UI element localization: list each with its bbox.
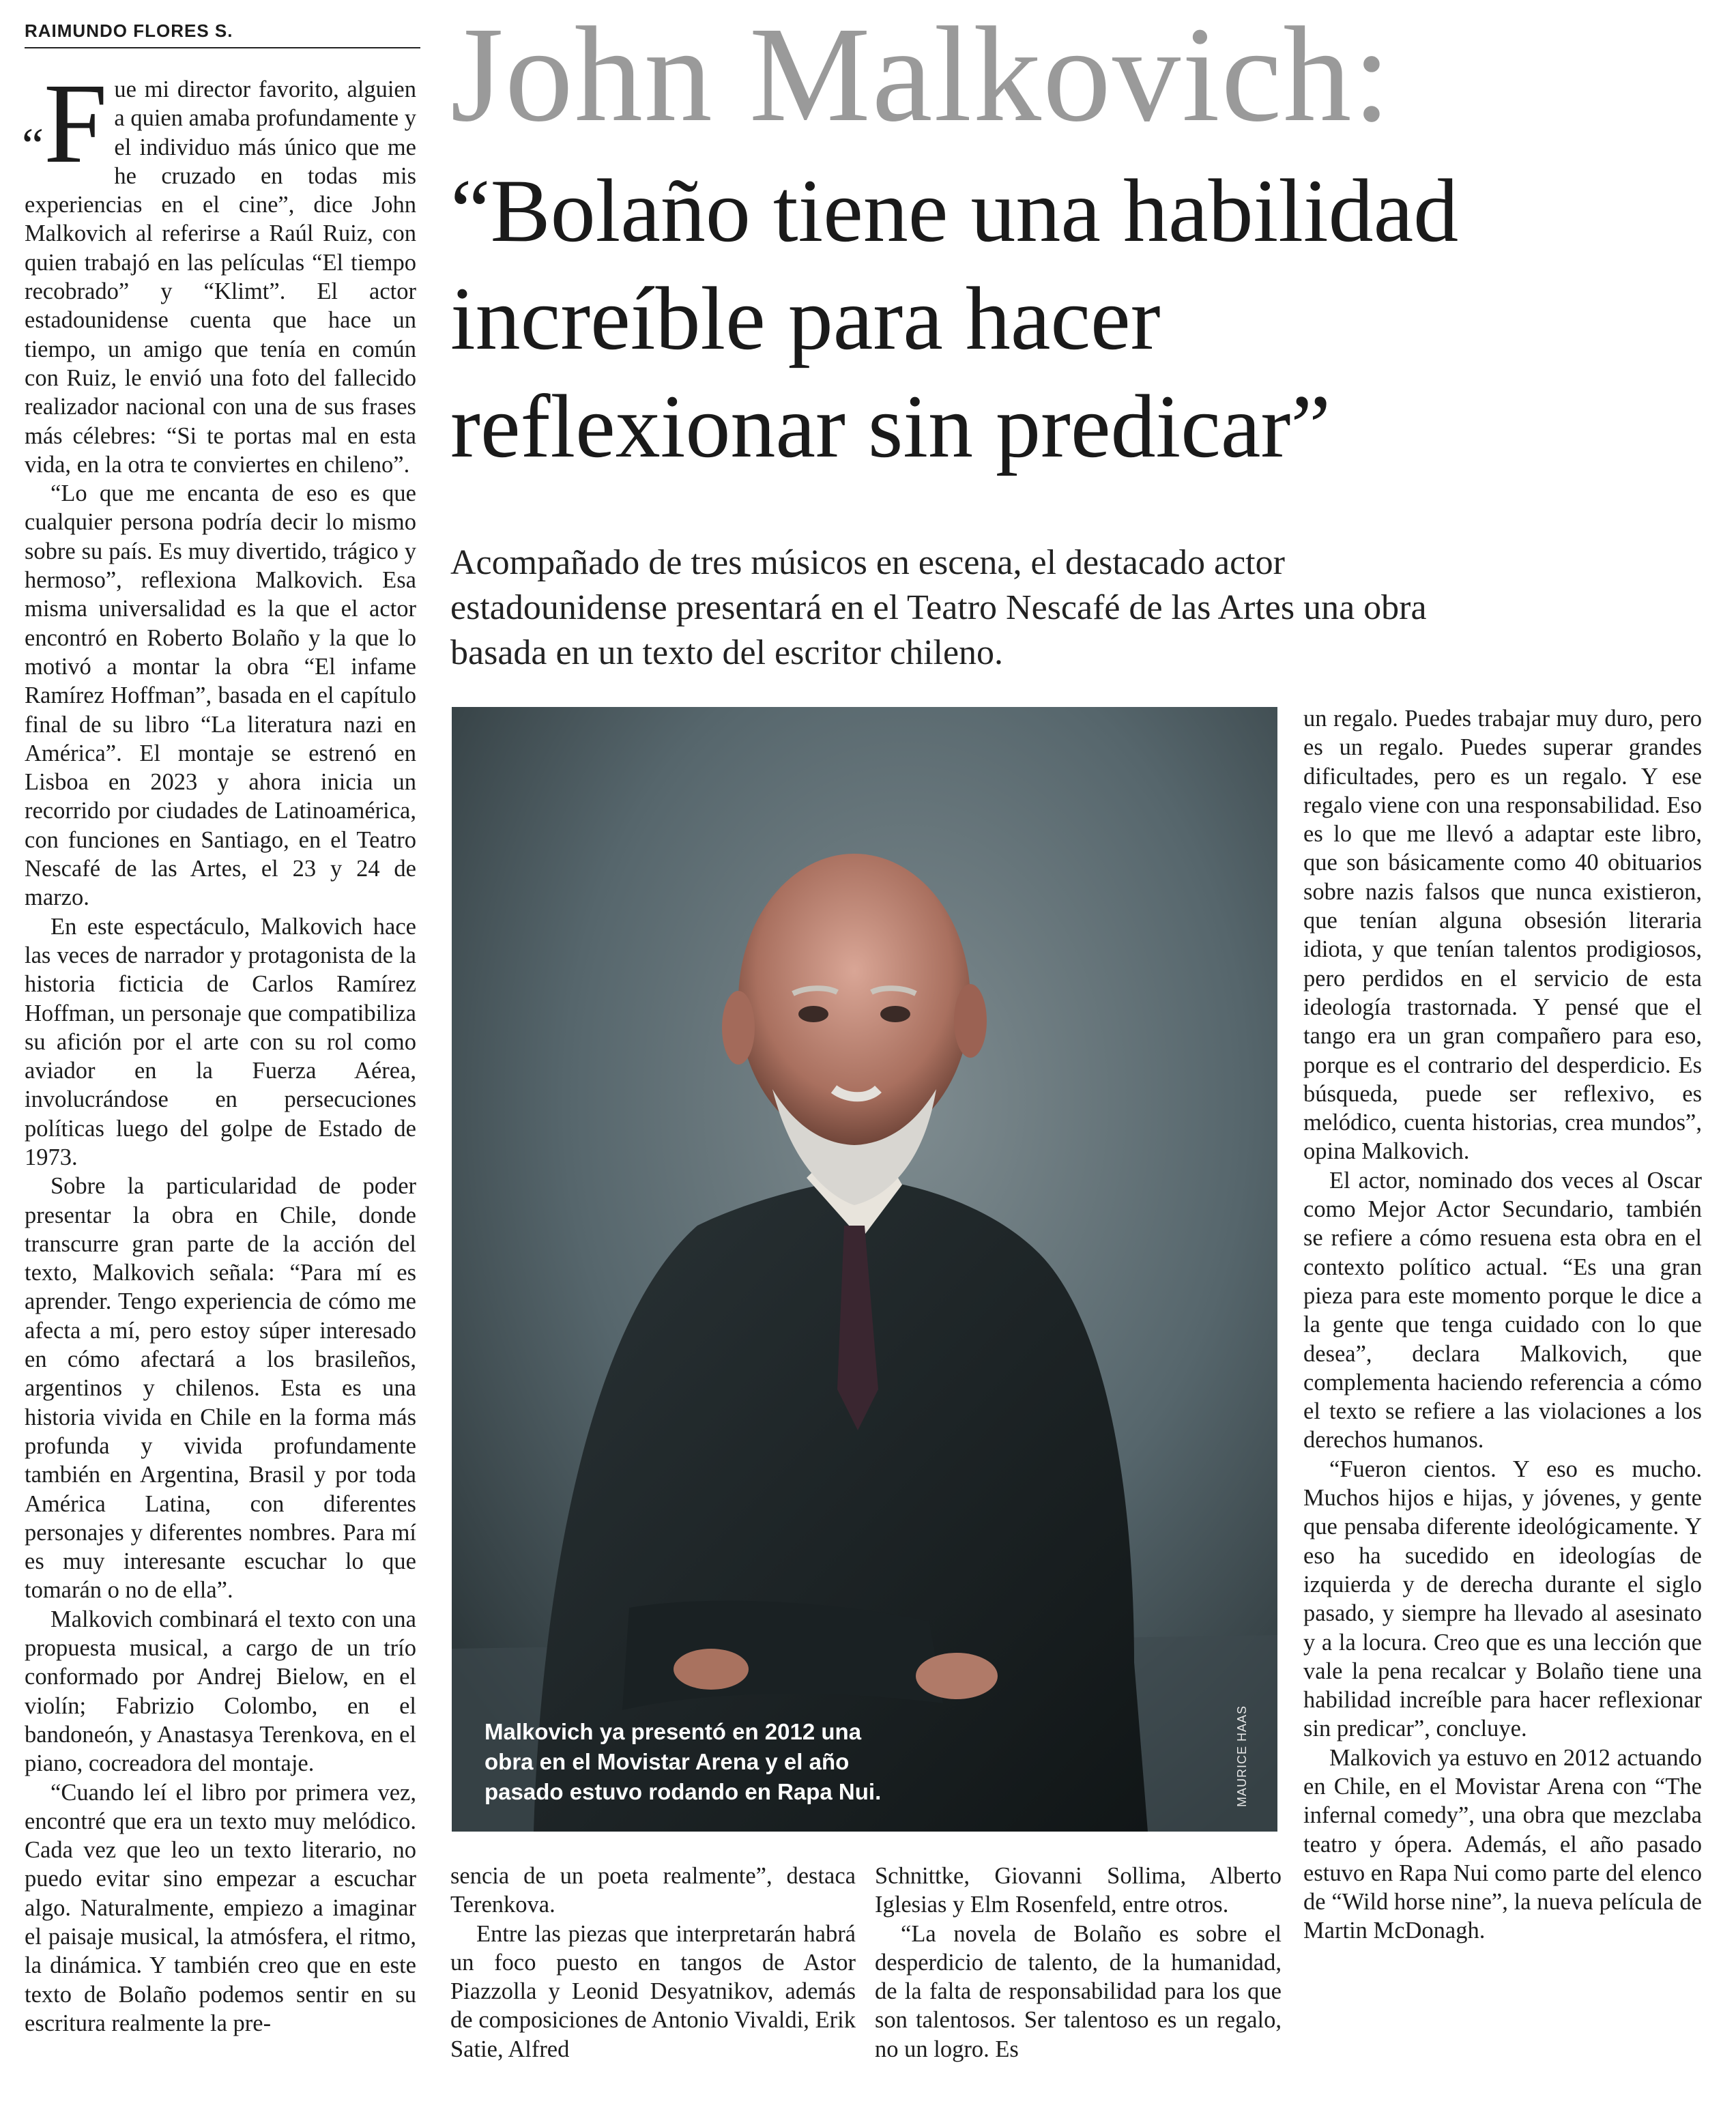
- paragraph: Schnittke, Giovanni Sollima, Alberto Iglesias y Elm Rosenfeld, entre otros.: [875, 1863, 1282, 1918]
- headline-name: John Malkovich:: [450, 0, 1392, 150]
- paragraph: El actor, nominado dos veces al Oscar como Mejor Actor Secundario, también se refiere a cómo resuena esta obra en el contexto político actual. “Es una gran pieza para este momento porque le dice a la gente que tenga cuidado con lo que desea”, declara Malkovich, que complementa haciendo referencia a cómo el texto se refiere a las violaciones a los derechos humanos.: [1303, 1167, 1702, 1454]
- article-column-2: [450, 1862, 856, 2064]
- deck-line: estadounidense presentará en el Teatro Nescafé de las Artes una obra: [450, 588, 1427, 627]
- paragraph: un regalo. Puedes trabajar muy duro, pero es un regalo. Puedes superar grandes dificultades, pero es un regalo. Y ese regalo viene con una responsabilidad. Eso es lo que me llevó a adaptar este libro, que son básicamente como 40 obituarios sobre nazis falsos que nunca existieron, que tenían alguna obsesión literaria idiota, y que tenían talentos prodigiosos, pero perdidos en el servicio de esta ideología trastornada. Y pensé que el tango era un gran compañero para eso, porque es el contrario del desperdicio. Es búsqueda, puede ser reflexivo, es melódico, cuenta historias, crea mundos”, opina Malkovich.: [1303, 706, 1702, 1165]
- paragraph: “Lo que me encanta de eso es que cualquier persona podría decir lo mismo sobre su país. Es muy divertido, trágico y hermoso”, reflexiona Malkovich. Esa misma universalidad es la que el actor encontró en Roberto Bolaño y la que lo motivó a montar la obra “El infame Ramírez Hoffman”, basada en el capítulo final de su libro “La literatura nazi en América”. El montaje se estrenó en Lisboa en 2023 y ahora inicia un recorrido por ciudades de Latinoamérica, con funciones en Santiago, en el Teatro Nescafé de las Artes, el 23 y 24 de marzo.: [25, 480, 416, 911]
- article-column-3: [875, 1862, 1282, 2064]
- lead-paragraph: [22, 60, 416, 479]
- paragraph: En este espectáculo, Malkovich hace las veces de narrador y protagonista de la historia ficticia de Carlos Ramírez Hoffman, un personaje que compatibiliza su afición por el arte con su rol como aviador en la Fuerza Aérea, involucrándose en persecuciones políticas luego del golpe de Estado de 1973.: [25, 913, 416, 1170]
- lead-text: ue mi director favorito, alguien a quien amaba profundamente y el individuo más único que me he cruzado en todas mis experiencias en el cine”, dice John Malkovich al referirse a Raúl Ruiz, con quien trabajó en las películas “El tiempo recobrado” y “Klimt”. El actor estadounidense cuenta que hace un tiempo, un amigo que tenía en común con Ruiz, le envió una foto del fallecido realizador nacional con una de sus frases más célebres: “Si te portas mal en esta vida, en la otra te conviertes en chileno”.: [25, 76, 416, 478]
- paragraph: Malkovich combinará el texto con una propuesta musical, a cargo de un trío conformado por Andrej Bielow, en el violín; Fabrizio Colombo, en el bandoneón, y Anastasya Terenkova, en el piano, cocreadora del montaje.: [25, 1606, 416, 1777]
- headline-line: increíble para hacer: [450, 268, 1161, 368]
- paragraph: “La novela de Bolaño es sobre el desperdicio de talento, de la humanidad, de la falta de responsabilidad para los que son talentosos. Ser talentoso es un regalo, no un logro. Es: [875, 1920, 1282, 2062]
- portrait-photo: [452, 707, 1277, 1832]
- paragraph: Entre las piezas que interpretarán habrá un foco puesto en tangos de Astor Piazzolla y Leonid Desyatnikov, además de composiciones de Antonio Vivaldi, Erik Satie, Alfred: [450, 1920, 856, 2062]
- deck-line: Acompañado de tres músicos en escena, el destacado actor: [450, 543, 1285, 582]
- photo-credit: MAURICE HAAS: [1235, 1705, 1249, 1807]
- deck-line: basada en un texto del escritor chileno.: [450, 633, 1004, 672]
- photo-caption: [484, 1717, 1099, 1807]
- headline-quote: [450, 157, 1720, 480]
- paragraph: sencia de un poeta realmente”, destaca Terenkova.: [450, 1863, 856, 1918]
- paragraph: “Cuando leí el libro por primera vez, encontré que era un texto muy melódico. Cada vez que leo un texto literario, no puedo evitar sino empezar a escuchar algo. Naturalmente, empiezo a imaginar el paisaje musical, la atmósfera, el ritmo, la dinámica. Y también creo que en este texto de Bolaño podemos sentir en su escritura realmente la pre-: [25, 1779, 416, 2036]
- paragraph: Malkovich ya estuvo en 2012 actuando en Chile, en el Movistar Arena con “The infernal comedy”, una obra que mezclaba teatro y ópera. Además, el año pasado estuvo en Rapa Nui como parte del elenco de “Wild horse nine”, la nueva película de Martin McDonagh.: [1303, 1744, 1702, 1944]
- headline-line: “Bolaño tiene una habilidad: [450, 160, 1459, 261]
- caption-line: Malkovich ya presentó en 2012 una: [484, 1719, 862, 1744]
- portrait-illustration: [452, 707, 1277, 1832]
- article-column-1: [22, 60, 416, 2038]
- caption-line: obra en el Movistar Arena y el año: [484, 1749, 850, 1774]
- headline-line: reflexionar sin predicar”: [450, 376, 1331, 476]
- paragraph: Sobre la particularidad de poder presentar la obra en Chile, donde transcurre gran parte de la acción del texto, Malkovich señala: “Para mí es aprender. Tengo experiencia de cómo me afecta a mí, pero estoy súper interesado en cómo afectará a los brasileños, argentinos y chilenos. Esta es una historia vivida en Chile en la forma más profunda y vivida profundamente también en Argentina, Brasil y por toda América Latina, con diferentes personajes y diferentes nombres. Para mí es muy interesante escuchar lo que tomarán o no de ella”.: [25, 1173, 416, 1604]
- paragraph: “Fueron cientos. Y eso es mucho. Muchos hijos e hijas, y jóvenes, y gente que pensaba diferente ideológicamente. Y eso ha sucedido en ideologías de izquierda y de derecha durante el siglo pasado, y siempre ha llevado al asesinato y a la locura. Creo que es una lección que vale la pena recalcar y Bolaño tiene una habilidad increíble para hacer reflexionar sin predicar”, concluye.: [1303, 1456, 1702, 1742]
- article-column-4: [1303, 704, 1702, 1946]
- byline: RAIMUNDO FLORES S.: [25, 20, 420, 48]
- caption-line: pasado estuvo rodando en Rapa Nui.: [484, 1779, 882, 1804]
- drop-cap: “F: [22, 60, 108, 187]
- deck-subtitle: [450, 540, 1720, 676]
